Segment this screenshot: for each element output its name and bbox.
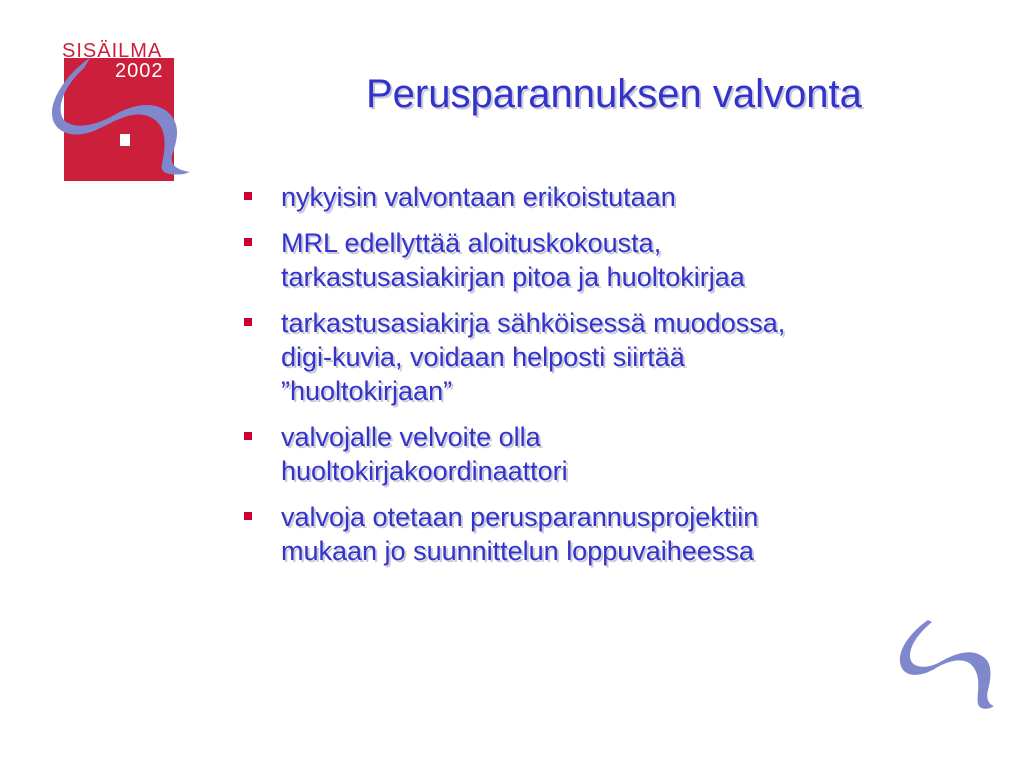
bullet-item [240, 420, 960, 488]
bullet-text-line: mukaan jo suunnittelun loppuvaiheessa [281, 536, 754, 566]
bullet-item [240, 226, 960, 294]
bullet-square-icon [244, 192, 252, 200]
bullet-text-line: nykyisin valvontaan erikoistutaan [281, 182, 676, 212]
bullet-text-line: MRL edellyttää aloituskokousta, [281, 228, 662, 258]
bullet-text-line: digi-kuvia, voidaan helposti siirtää [281, 342, 685, 372]
bullet-text-line: tarkastusasiakirja sähköisessä muodossa, [281, 308, 786, 338]
bullet-text-line: valvojalle velvoite olla [281, 422, 541, 452]
bullet-square-icon [244, 432, 252, 440]
bullet-text-line: tarkastusasiakirjan pitoa ja huoltokirjaa [281, 262, 745, 292]
bullet-square-icon [244, 238, 252, 246]
bullet-item [240, 180, 960, 214]
sisailma-logo [44, 38, 194, 188]
wave-mark-icon [892, 616, 996, 712]
bullet-item [240, 306, 960, 408]
bullet-item [240, 500, 960, 568]
logo-year: 2002 [115, 60, 164, 82]
bullet-list [240, 180, 960, 580]
bullet-text-line: valvoja otetaan perusparannusprojektiin [281, 502, 759, 532]
bullet-square-icon [244, 512, 252, 520]
bullet-text-line: ”huoltokirjaan” [281, 376, 453, 406]
bullet-text-line: huoltokirjakoordinaattori [281, 456, 568, 486]
logo-name-part1: SISÄ [62, 40, 112, 62]
bullet-square-icon [244, 318, 252, 326]
slide-title: Perusparannuksen valvonta [366, 72, 862, 116]
logo-name-part2: ILMA [111, 40, 163, 62]
